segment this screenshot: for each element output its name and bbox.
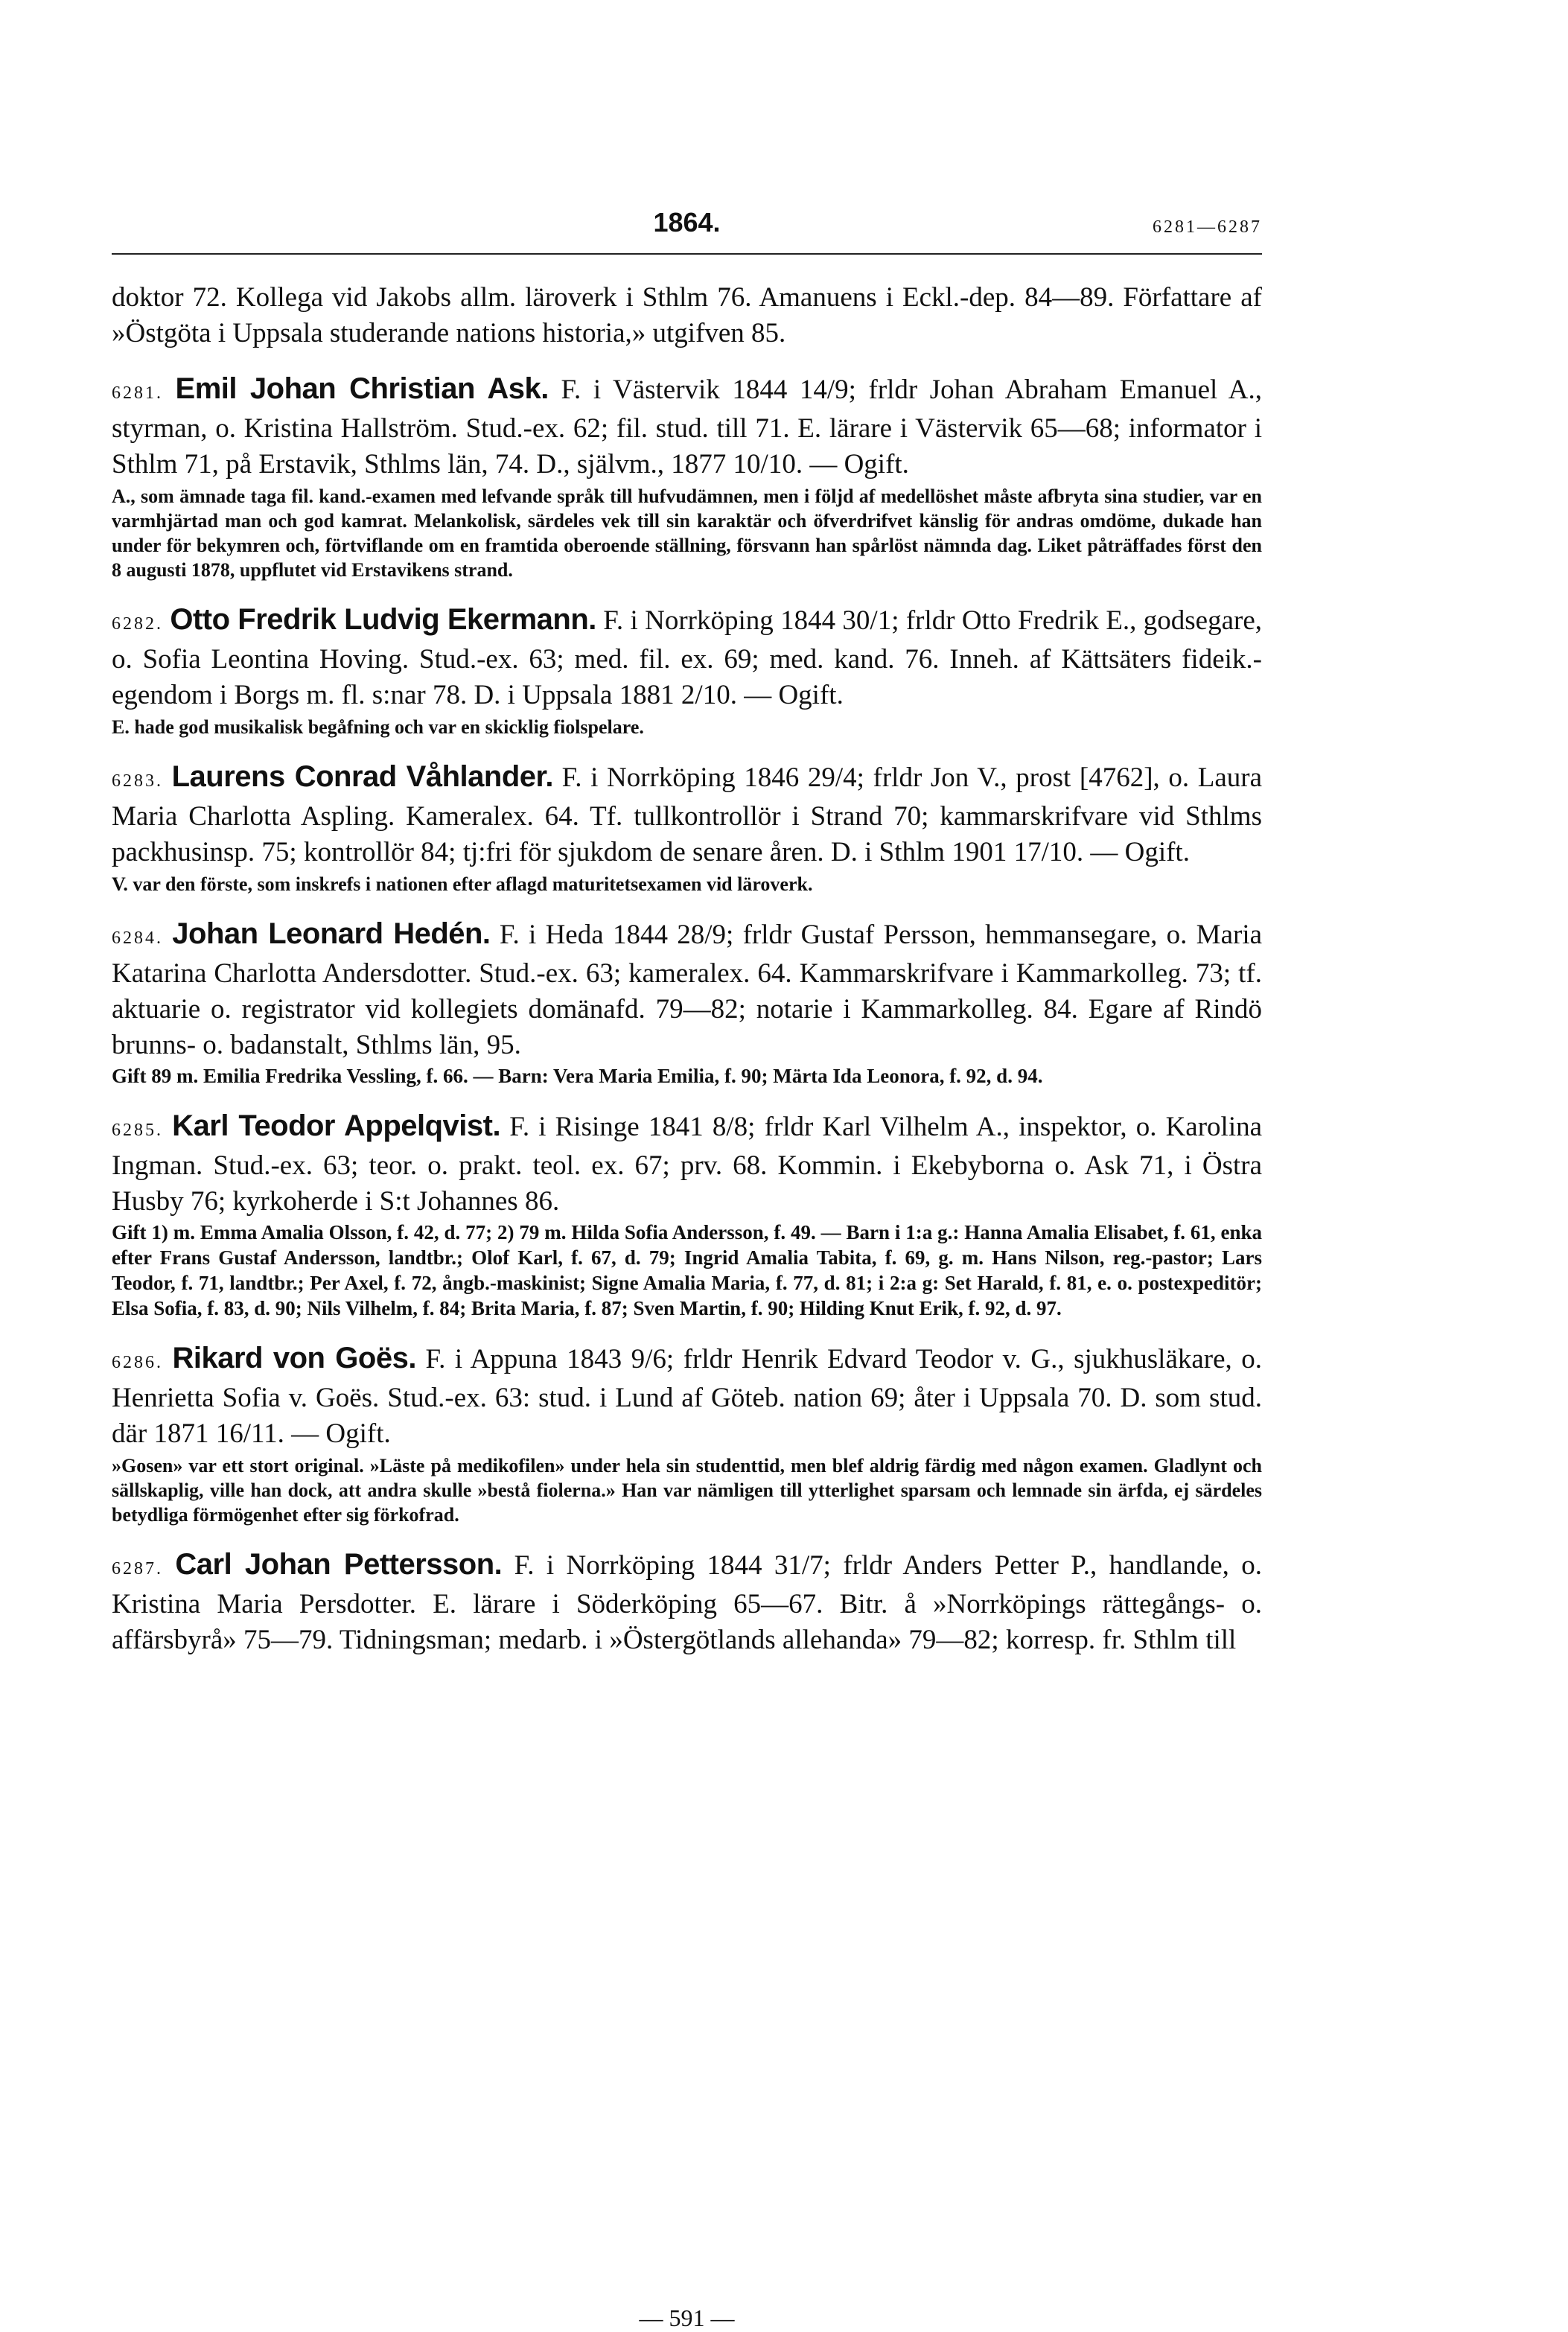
entry-6282 [112, 602, 1262, 739]
entry-body: F. i Norrköping 1844 31/7; frldr Anders Petter P., handlande, o. Kristina Maria Persdotter. E. lärare i Söderköping 65—67. Bitr. å »Norrköpings rättegångs- o. affärsbyrå» 75—79. Tidningsman; medarb. i »Östergötlands allehanda» 79—82; korresp. fr. Sthlm till [112, 1550, 1263, 1655]
header-year: 1864. [653, 207, 721, 238]
entry-name: Rikard von Goës. [172, 1342, 416, 1374]
entry-family: Gift 1) m. Emma Amalia Olsson, f. 42, d. 77; 2) 79 m. Hilda Sofia Andersson, f. 49. — Barn i 1:a g.: Hanna Amalia Elisabet, f. 61, enka efter Frans Gustaf Andersson, landtbr.; Olof Karl, f. 67, d. 79; Ingrid Amalia Tabita, f. 69, g. m. Hans Nilson, reg.-pastor; Lars Teodor, f. 71, landtbr.; Per Axel, f. 72, ångb.-maskinist; Signe Amalia Maria, f. 77, d. 81; i 2:a g: Set Harald, f. 81, e. o. postexpeditör; Elsa Sofia, f. 83, d. 90; Nils Vilhelm, f. 84; Brita Maria, f. 87; Sven Martin, f. 90; Hilding Knut Erik, f. 92, d. 97. [112, 1221, 1262, 1319]
entry-number: 6281. [112, 383, 163, 403]
entry-6285 [112, 1108, 1262, 1321]
entry-number: 6287. [112, 1559, 163, 1578]
entry-name: Emil Johan Christian Ask. [175, 372, 549, 405]
entry-6284 [112, 916, 1262, 1089]
entry-number: 6284. [112, 928, 163, 948]
header-entry-range: 6281—6287 [1153, 217, 1262, 237]
entry-body: F. i Norrköping 1846 29/4; frldr Jon V., prost [4762], o. Laura Maria Charlotta Aspling. Kameralex. 64. Tf. tullkontrollör i Strand 70; kammarskrifvare vid Sthlms packhusinsp. 75; kontrollör 84; tj:fri för sjukdom de senare åren. D. i Sthlm 1901 17/10. — Ogift. [112, 762, 1263, 867]
entry-body: F. i Appuna 1843 9/6; frldr Henrik Edvard Teodor v. G., sjukhusläkare, o. Henrietta Sofia v. Goës. Stud.-ex. 63: stud. i Lund af Göteb. nation 69; åter i Uppsala 70. D. som stud. där 1871 16/11. — Ogift. [112, 1344, 1263, 1449]
entry-number: 6285. [112, 1121, 163, 1140]
entry-family: Gift 89 m. Emilia Fredrika Vessling, f. 66. — Barn: Vera Maria Emilia, f. 90; Märta Ida Leonora, f. 92, d. 94. [112, 1065, 1043, 1087]
entry-name: Laurens Conrad Våhlander. [171, 760, 553, 793]
entry-body: F. i Norrköping 1844 30/1; frldr Otto Fredrik E., godsegare, o. Sofia Leontina Hoving. Stud.-ex. 63; med. fil. ex. 69; med. kand. 76. Inneh. af Kättsäters fideik.-egendom i Borgs m. fl. s:nar 78. D. i Uppsala 1881 2/10. — Ogift. [112, 605, 1263, 710]
entry-name: Otto Fredrik Ludvig Ekermann. [170, 603, 596, 636]
entry-number: 6286. [112, 1353, 163, 1372]
entry-6286 [112, 1340, 1262, 1527]
page-header [112, 201, 1262, 255]
entry-body: F. i Västervik 1844 14/9; frldr Johan Abraham Emanuel A., styrman, o. Kristina Hallström. Stud.-ex. 62; fil. stud. till 71. E. lärare i Västervik 65—68; informator i Sthlm 71, på Erstavik, Sthlms län, 74. D., självm., 1877 10/10. — Ogift. [112, 375, 1263, 480]
entry-body: F. i Risinge 1841 8/8; frldr Karl Vilhelm A., inspektor, o. Karolina Ingman. Stud.-ex. 63; teor. o. prakt. teol. ex. 67; prv. 68. Kommin. i Ekebyborna o. Ask 71, i Östra Husby 76; kyrkoherde i S:t Johannes 86. [112, 1112, 1263, 1217]
entry-6281 [112, 371, 1262, 582]
entry-6287 [112, 1546, 1262, 1658]
entry-name: Carl Johan Pettersson. [175, 1548, 503, 1581]
entry-note: »Gosen» var ett stort original. »Läste på medikofilen» under hela sin studenttid, men blef aldrig färdig med någon examen. Gladlynt och sällskaplig, ville han dock, att andra skulle »bestå fiolerna.» Han var nämligen till ytterlighet sparsam och lemnade sin ärfda, ej särdeles betydliga förmögenhet efter sig förkofrad. [112, 1455, 1262, 1526]
entry-6283 [112, 759, 1262, 896]
entry-number: 6282. [112, 614, 163, 634]
continued-entry-text: doktor 72. Kollega vid Jakobs allm. läroverk i Sthlm 76. Amanuens i Eckl.-dep. 84—89. Författare af »Östgöta i Uppsala studerande nations historia,» utgifven 85. [112, 282, 1262, 348]
page-number: — 591 — [639, 2304, 735, 2331]
entry-note: E. hade god musikalisk begåfning och var en skicklig fiolspelare. [112, 716, 644, 738]
entry-note: V. var den förste, som inskrefs i nationen efter aflagd maturitetsexamen vid läroverk. [112, 873, 813, 895]
page-content [112, 201, 1263, 2331]
entry-note: A., som ämnade taga fil. kand.-examen med lefvande språk till hufvudämnen, men i följd af medellöshet måste afbryta sina studier, var en varmhjärtad man och god kamrat. Melankolisk, särdeles vek till sin karaktär och öfverdrifvet känslig för andras omdöme, dukade han under för bekymren och, förtviflande om en framtida oberoende ställning, försvann han spårlöst nämnda dag. Liket påträffades först den 8 augusti 1878, uppflutet vid Erstavikens strand. [112, 485, 1262, 581]
entry-name: Johan Leonard Hedén. [172, 917, 491, 950]
entry-number: 6283. [112, 771, 163, 791]
entry-name: Karl Teodor Appelqvist. [172, 1109, 501, 1142]
entry-body: F. i Heda 1844 28/9; frldr Gustaf Persson, hemmansegare, o. Maria Katarina Charlotta Andersdotter. Stud.-ex. 63; kameralex. 64. Kammarskrifvare i Kammarkolleg. 73; tf. aktuarie o. registrator vid kollegiets domänafd. 79—82; notarie i Kammarkolleg. 84. Egare af Rindö brunns- o. badanstalt, Sthlms län, 95. [112, 920, 1263, 1060]
